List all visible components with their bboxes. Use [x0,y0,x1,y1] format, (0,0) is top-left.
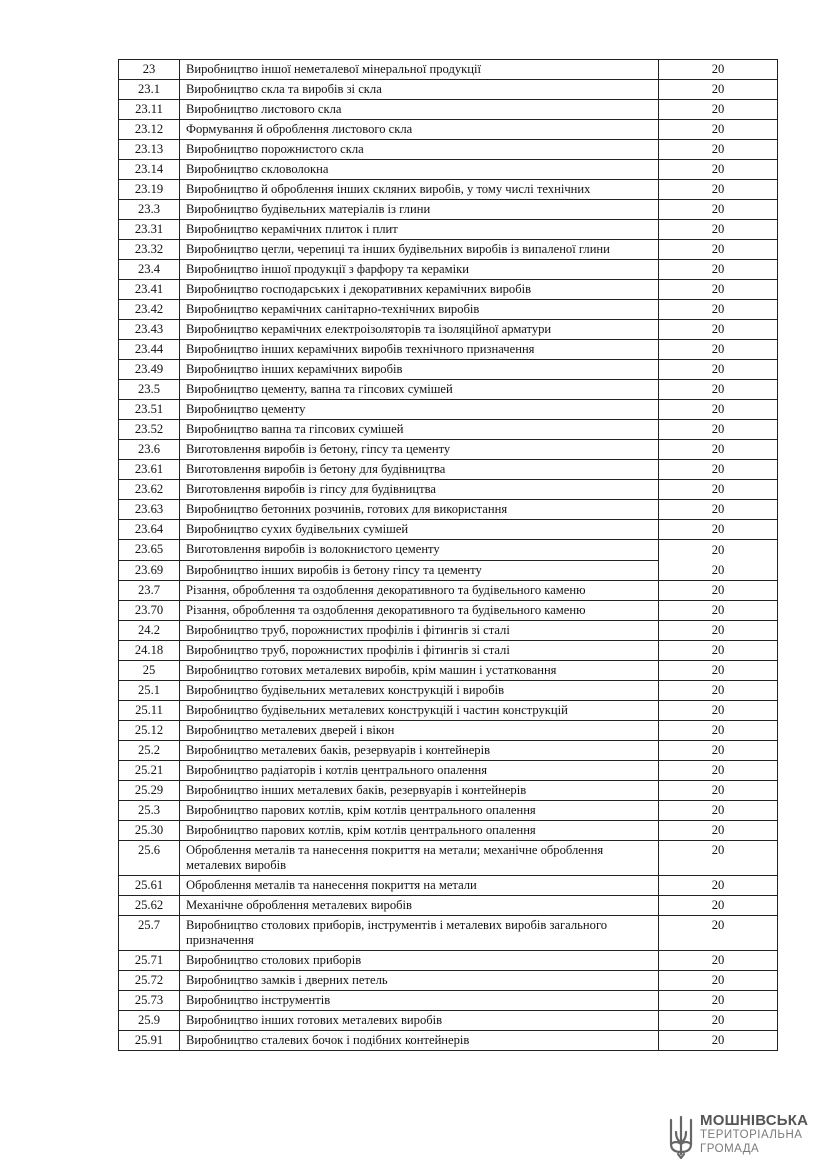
rate-cell: 20 [659,240,778,260]
table-row [119,876,778,896]
name-cell: Виробництво листового скла [180,100,659,120]
table-row [119,140,778,160]
name-cell: Виробництво труб, порожнистих профілів і фітингів зі сталі [180,621,659,641]
table-row [119,400,778,420]
code-cell: 23.13 [119,140,180,160]
code-cell: 23.69 [119,560,180,581]
table-row [119,896,778,916]
name-cell: Виробництво порожнистого скла [180,140,659,160]
name-cell: Виробництво столових приборів [180,951,659,971]
code-cell: 23.11 [119,100,180,120]
code-cell: 25.91 [119,1031,180,1051]
table-row [119,721,778,741]
code-cell: 23.32 [119,240,180,260]
name-cell: Виробництво іншої неметалевої мінеральної продукції [180,60,659,80]
code-cell: 23.1 [119,80,180,100]
rate-cell: 20 [659,896,778,916]
code-cell: 25.62 [119,896,180,916]
name-cell: Виготовлення виробів із бетону для будівництва [180,460,659,480]
name-cell: Виробництво скла та виробів зі скла [180,80,659,100]
table-row [119,621,778,641]
code-cell: 23.3 [119,200,180,220]
name-cell: Виробництво й оброблення інших скляних виробів, у тому числі технічних [180,180,659,200]
code-cell: 24.18 [119,641,180,661]
table-row [119,60,778,80]
rate-cell: 20 [659,60,778,80]
code-cell: 23.14 [119,160,180,180]
rate-cell: 20 [659,120,778,140]
code-cell: 25.21 [119,761,180,781]
name-cell: Формування й оброблення листового скла [180,120,659,140]
code-cell: 25.1 [119,681,180,701]
table-row [119,821,778,841]
rate-cell: 20 [659,701,778,721]
rate-cell: 20 [659,100,778,120]
name-cell: Виробництво керамічних електроізоляторів та ізоляційної арматури [180,320,659,340]
rate-cell: 20 [659,80,778,100]
name-cell: Різання, оброблення та оздоблення декоративного та будівельного каменю [180,581,659,601]
rate-cell: 20 [659,420,778,440]
rate-cell: 20 [659,761,778,781]
code-cell: 23.51 [119,400,180,420]
name-cell: Оброблення металів та нанесення покриття на метали; механічне оброблення металевих виробів [180,841,659,876]
name-cell: Виробництво сухих будівельних сумішей [180,520,659,540]
name-cell: Виробництво керамічних плиток і плит [180,220,659,240]
name-cell: Виробництво металевих баків, резервуарів і контейнерів [180,741,659,761]
table-row [119,560,778,581]
table-row [119,801,778,821]
table-row [119,220,778,240]
code-cell: 23.61 [119,460,180,480]
code-cell: 25.72 [119,971,180,991]
rate-cell: 20 [659,681,778,701]
rate-cell: 20 [659,400,778,420]
name-cell: Виробництво інструментів [180,991,659,1011]
table-row [119,916,778,951]
code-cell: 23.6 [119,440,180,460]
code-cell: 23.19 [119,180,180,200]
rate-cell: 20 [659,601,778,621]
rate-cell: 20 [659,876,778,896]
rate-cell: 20 [659,160,778,180]
table-row [119,681,778,701]
name-cell: Виробництво сталевих бочок і подібних контейнерів [180,1031,659,1051]
code-cell: 23.42 [119,300,180,320]
table-row [119,661,778,681]
name-cell: Виробництво металевих дверей і вікон [180,721,659,741]
name-cell: Виробництво радіаторів і котлів центрального опалення [180,761,659,781]
table-row [119,420,778,440]
name-cell: Виготовлення виробів із волокнистого цементу [180,540,659,561]
trident-icon [668,1114,694,1160]
rate-cell: 20 [659,916,778,951]
code-cell: 23.49 [119,360,180,380]
name-cell: Виробництво столових приборів, інструментів і металевих виробів загального призначення [180,916,659,951]
table-row [119,1011,778,1031]
code-cell: 23 [119,60,180,80]
table-row [119,581,778,601]
table-row [119,781,778,801]
table-row [119,761,778,781]
rate-cell: 20 [659,360,778,380]
code-cell: 23.65 [119,540,180,561]
code-cell: 23.44 [119,340,180,360]
table-row [119,500,778,520]
name-cell: Виробництво готових металевих виробів, крім машин і устатковання [180,661,659,681]
table-row [119,380,778,400]
logo-subtitle-1: ТЕРИТОРІАЛЬНА [700,1129,803,1141]
rate-cell: 20 [659,661,778,681]
name-cell: Виробництво інших керамічних виробів [180,360,659,380]
name-cell: Виробництво цементу, вапна та гіпсових сумішей [180,380,659,400]
code-cell: 25 [119,661,180,681]
table-row [119,160,778,180]
logo-title: МОШНІВСЬКА [700,1112,809,1129]
table-row [119,460,778,480]
name-cell: Виробництво іншої продукції з фарфору та кераміки [180,260,659,280]
table-row [119,480,778,500]
name-cell: Виробництво господарських і декоративних керамічних виробів [180,280,659,300]
name-cell: Виробництво інших готових металевих виробів [180,1011,659,1031]
name-cell: Оброблення металів та нанесення покриття на метали [180,876,659,896]
table-row [119,841,778,876]
name-cell: Виготовлення виробів із бетону, гіпсу та цементу [180,440,659,460]
rate-cell: 20 [659,180,778,200]
name-cell: Виробництво бетонних розчинів, готових для використання [180,500,659,520]
rate-cell: 20 [659,140,778,160]
code-cell: 23.63 [119,500,180,520]
name-cell: Виробництво інших виробів із бетону гіпсу та цементу [180,560,659,581]
rate-cell: 20 [659,200,778,220]
rate-cell: 20 [659,220,778,240]
rate-cell: 20 [659,971,778,991]
name-cell: Виробництво цегли, черепиці та інших будівельних виробів із випаленої глини [180,240,659,260]
table-row [119,260,778,280]
code-cell: 25.29 [119,781,180,801]
code-cell: 25.3 [119,801,180,821]
code-cell: 25.11 [119,701,180,721]
table-row [119,741,778,761]
code-cell: 23.31 [119,220,180,240]
code-cell: 23.43 [119,320,180,340]
code-cell: 23.12 [119,120,180,140]
code-cell: 25.6 [119,841,180,876]
name-cell: Виробництво вапна та гіпсових сумішей [180,420,659,440]
name-cell: Виробництво труб, порожнистих профілів і фітингів зі сталі [180,641,659,661]
table-row [119,701,778,721]
code-cell: 25.9 [119,1011,180,1031]
table-row [119,80,778,100]
table-row [119,601,778,621]
name-cell: Виготовлення виробів із гіпсу для будівництва [180,480,659,500]
name-cell: Виробництво парових котлів, крім котлів центрального опалення [180,821,659,841]
activity-rates-table [118,59,778,1051]
rate-cell: 20 [659,560,778,581]
rate-cell: 20 [659,280,778,300]
table-row [119,1031,778,1051]
name-cell: Виробництво будівельних металевих конструкцій і виробів [180,681,659,701]
name-cell: Різання, оброблення та оздоблення декоративного та будівельного каменю [180,601,659,621]
code-cell: 23.4 [119,260,180,280]
name-cell: Виробництво керамічних санітарно-технічних виробів [180,300,659,320]
code-cell: 25.12 [119,721,180,741]
name-cell: Виробництво парових котлів, крім котлів центрального опалення [180,801,659,821]
table-row [119,320,778,340]
code-cell: 25.2 [119,741,180,761]
rate-cell: 20 [659,801,778,821]
rate-cell: 20 [659,380,778,400]
name-cell: Виробництво будівельних матеріалів із глини [180,200,659,220]
community-logo [668,1112,818,1162]
table-row [119,120,778,140]
code-cell: 23.5 [119,380,180,400]
rate-cell: 20 [659,741,778,761]
table-row [119,200,778,220]
rate-cell: 20 [659,951,778,971]
rate-cell: 20 [659,440,778,460]
name-cell: Виробництво інших металевих баків, резервуарів і контейнерів [180,781,659,801]
table-row [119,440,778,460]
code-cell: 23.7 [119,581,180,601]
table-row [119,180,778,200]
table-row [119,951,778,971]
rate-cell: 20 [659,520,778,540]
table-row [119,340,778,360]
table-row [119,641,778,661]
code-cell: 25.30 [119,821,180,841]
table-row [119,300,778,320]
table-row [119,240,778,260]
table-row [119,280,778,300]
logo-subtitle-2: ГРОМАДА [700,1142,760,1155]
rate-cell: 20 [659,340,778,360]
code-cell: 23.62 [119,480,180,500]
table-row [119,520,778,540]
table-row [119,540,778,561]
rate-cell: 20 [659,781,778,801]
code-cell: 23.52 [119,420,180,440]
table-row [119,971,778,991]
name-cell: Виробництво цементу [180,400,659,420]
name-cell: Виробництво замків і дверних петель [180,971,659,991]
rate-cell: 20 [659,260,778,280]
table-row [119,991,778,1011]
rate-cell: 20 [659,841,778,876]
rate-cell: 20 [659,460,778,480]
rate-cell: 20 [659,540,778,561]
code-cell: 25.73 [119,991,180,1011]
code-cell: 24.2 [119,621,180,641]
rate-cell: 20 [659,581,778,601]
rate-cell: 20 [659,621,778,641]
rate-cell: 20 [659,320,778,340]
name-cell: Виробництво інших керамічних виробів технічного призначення [180,340,659,360]
rate-cell: 20 [659,500,778,520]
code-cell: 25.61 [119,876,180,896]
code-cell: 25.7 [119,916,180,951]
rate-cell: 20 [659,1031,778,1051]
rate-cell: 20 [659,991,778,1011]
code-cell: 23.70 [119,601,180,621]
rate-cell: 20 [659,300,778,320]
code-cell: 23.41 [119,280,180,300]
rate-cell: 20 [659,1011,778,1031]
rate-cell: 20 [659,641,778,661]
rate-cell: 20 [659,821,778,841]
table-body [119,60,778,1051]
name-cell: Виробництво скловолокна [180,160,659,180]
table-row [119,100,778,120]
name-cell: Виробництво будівельних металевих конструкцій і частин конструкцій [180,701,659,721]
code-cell: 23.64 [119,520,180,540]
rate-cell: 20 [659,721,778,741]
table-row [119,360,778,380]
name-cell: Механічне оброблення металевих виробів [180,896,659,916]
code-cell: 25.71 [119,951,180,971]
rate-cell: 20 [659,480,778,500]
